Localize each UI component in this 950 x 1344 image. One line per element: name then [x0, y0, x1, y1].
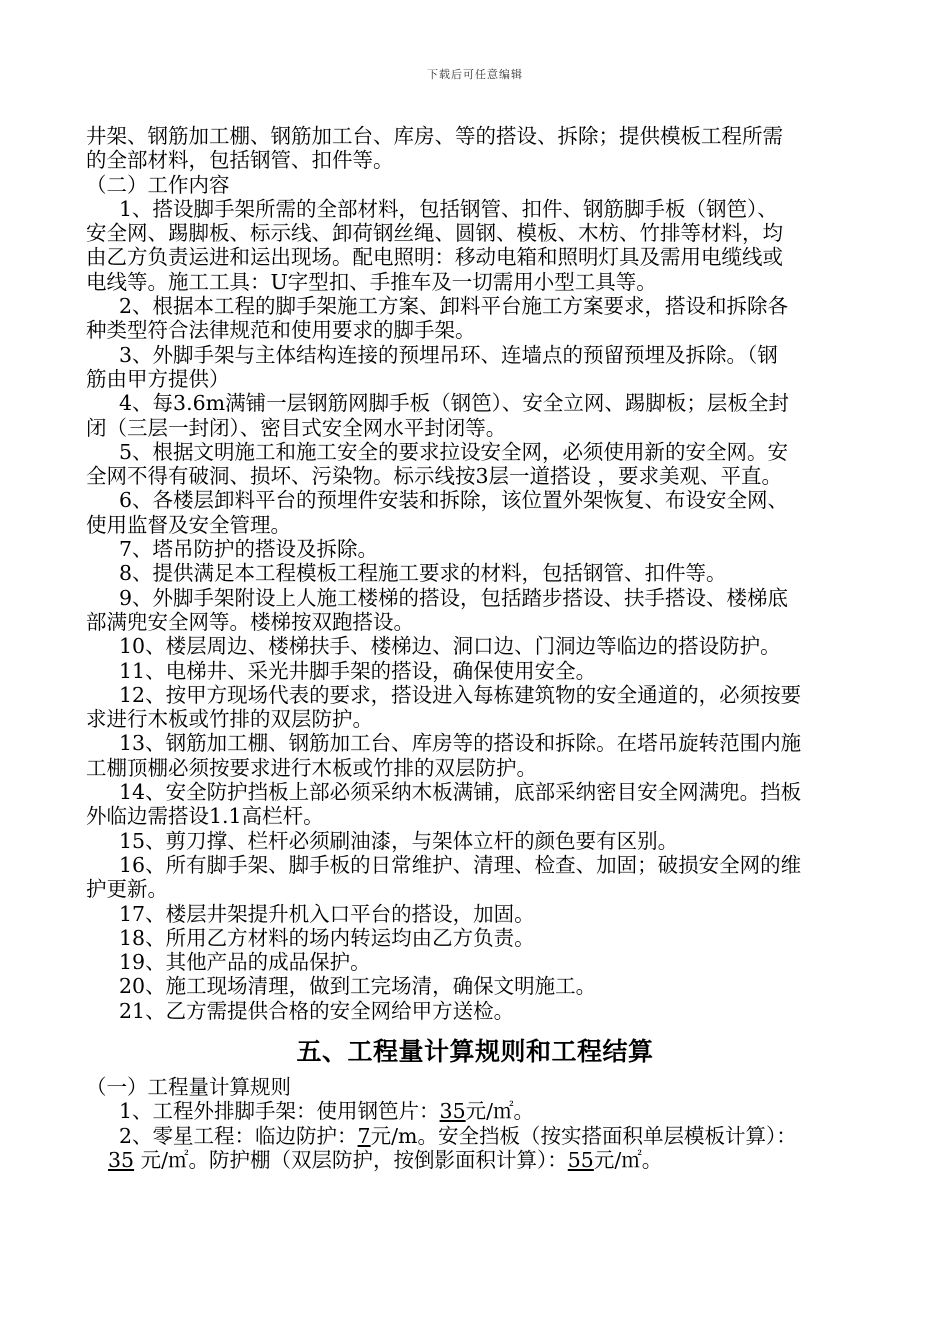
paragraph-line: 种类型符合法律规范和使用要求的脚手架。 — [86, 318, 476, 343]
paragraph-line: 3、外脚手架与主体结构连接的预埋吊环、连墙点的预留预埋及拆除。（钢 — [119, 342, 778, 367]
rule2-mid: 元/㎡。防护棚（双层防护，按倒影面积计算）： — [134, 1147, 568, 1172]
rule-line-1 — [86, 1099, 864, 1123]
paragraph-line: 5、根据文明施工和施工安全的要求拉设安全网，必须使用新的安全网。安 — [119, 439, 789, 464]
paragraph-line: 10、楼层周边、楼梯扶手、楼梯边、洞口边、门洞边等临边的搭设防护。 — [119, 634, 781, 659]
rule1-prefix: 1、工程外排脚手架：使用钢笆片： — [119, 1099, 440, 1124]
rule2-suffix: 元/m。安全挡板（按实搭面积单层模板计算）： — [370, 1123, 797, 1148]
paragraph-line: 21、乙方需提供合格的安全网给甲方送检。 — [119, 998, 515, 1023]
paragraph-line: 19、其他产品的成品保护。 — [119, 950, 371, 975]
rule2-value-b: 55 — [567, 1147, 594, 1172]
rule2-value-a: 35 — [108, 1147, 135, 1172]
paragraph-line: 11、电梯井、采光井脚手架的搭设，确保使用安全。 — [119, 658, 597, 683]
rule1-value: 35 — [439, 1099, 466, 1124]
subsection-heading: （二）工作内容 — [86, 172, 230, 197]
paragraph-line: 全网不得有破洞、损坏、污染物。标示线按3层一道搭设 ，要求美观、平直。 — [86, 464, 783, 489]
section-title: 五、工程量计算规则和工程结算 — [296, 1036, 654, 1066]
paragraph-line: 井架、钢筋加工棚、钢筋加工台、库房、等的搭设、拆除；提供模板工程所需 — [86, 124, 783, 148]
document-body — [86, 124, 864, 1172]
rule1-suffix: 元/㎡。 — [465, 1099, 535, 1124]
paragraph-line: 筋由甲方提供） — [86, 366, 230, 391]
paragraph-line: 电线等。施工工具：U字型扣、手推车及一切需用小型工具等。 — [86, 269, 657, 294]
rule2-suffix-b: 元/㎡。 — [593, 1147, 663, 1172]
header-note: 下载后可任意编辑 — [427, 68, 523, 81]
rule2-prefix: 2、零星工程：临边防护： — [119, 1123, 358, 1148]
rule-line-2 — [86, 1124, 864, 1148]
rule2-value: 7 — [357, 1123, 371, 1148]
paragraph-line: 闭（三层一封闭）、密目式安全网水平封闭等。 — [86, 415, 507, 440]
paragraph-line: 求进行木板或竹排的双层防护。 — [86, 707, 373, 732]
paragraph-line: 安全网、踢脚板、标示线、卸荷钢丝绳、圆钢、模板、木枋、竹排等材料，均 — [86, 221, 783, 246]
paragraph-line: 12、按甲方现场代表的要求，搭设进入每栋建筑物的安全通道的，必须按要 — [119, 682, 802, 707]
subsection-heading: （一）工程量计算规则 — [86, 1074, 291, 1099]
paragraph-line: 部满兜安全网等。楼梯按双跑搭设。 — [86, 609, 414, 634]
paragraph-line: 6、各楼层卸料平台的预埋件安装和拆除，该位置外架恢复、布设安全网、 — [119, 488, 789, 513]
rule-line-3 — [86, 1148, 864, 1172]
paragraph-line: 9、外脚手架附设上人施工楼梯的搭设，包括踏步搭设、扶手搭设、楼梯底 — [119, 585, 789, 610]
paragraph-line: 18、所用乙方材料的场内转运均由乙方负责。 — [119, 925, 535, 950]
paragraph-line: 护更新。 — [86, 877, 168, 902]
paragraph-line: 17、楼层井架提升机入口平台的搭设，加固。 — [119, 901, 535, 926]
paragraph-line: 20、施工现场清理，做到工完场清，确保文明施工。 — [119, 974, 597, 999]
paragraph-line: 13、钢筋加工棚、钢筋加工台、库房等的搭设和拆除。在塔吊旋转范围内施 — [119, 731, 802, 756]
paragraph-line: 4、每3.6m满铺一层钢筋网脚手板（钢笆）、安全立网、踢脚板；层板全封 — [119, 391, 789, 416]
paragraph-line: 7、塔吊防护的搭设及拆除。 — [119, 537, 379, 562]
paragraph-line: 8、提供满足本工程模板工程施工要求的材料，包括钢管、扣件等。 — [119, 561, 727, 586]
paragraph-line: 15、剪刀撑、栏杆必须刷油漆，与架体立杆的颜色要有区别。 — [119, 828, 679, 853]
paragraph-line: 工棚顶棚必须按要求进行木板或竹排的双层防护。 — [86, 755, 537, 780]
paragraph-line: 使用监督及安全管理。 — [86, 512, 291, 537]
paragraph-line: 由乙方负责运进和运出现场。配电照明：移动电箱和照明灯具及需用电缆线或 — [86, 245, 783, 270]
paragraph-line: 的全部材料，包括钢管、扣件等。 — [86, 148, 394, 173]
paragraph-line: 14、安全防护挡板上部必须采纳木板满铺，底部采纳密目安全网满兜。挡板 — [119, 780, 802, 805]
paragraph-line: 外临边需搭设1.1高栏杆。 — [86, 804, 324, 829]
paragraph-line: 1、搭设脚手架所需的全部材料，包括钢管、扣件、钢筋脚手板（钢笆）、 — [119, 196, 778, 221]
paragraph-line: 16、所有脚手架、脚手板的日常维护、清理、检查、加固；破损安全网的维 — [119, 852, 802, 877]
paragraph-line: 2、根据本工程的脚手架施工方案、卸料平台施工方案要求，搭设和拆除各 — [119, 294, 789, 319]
